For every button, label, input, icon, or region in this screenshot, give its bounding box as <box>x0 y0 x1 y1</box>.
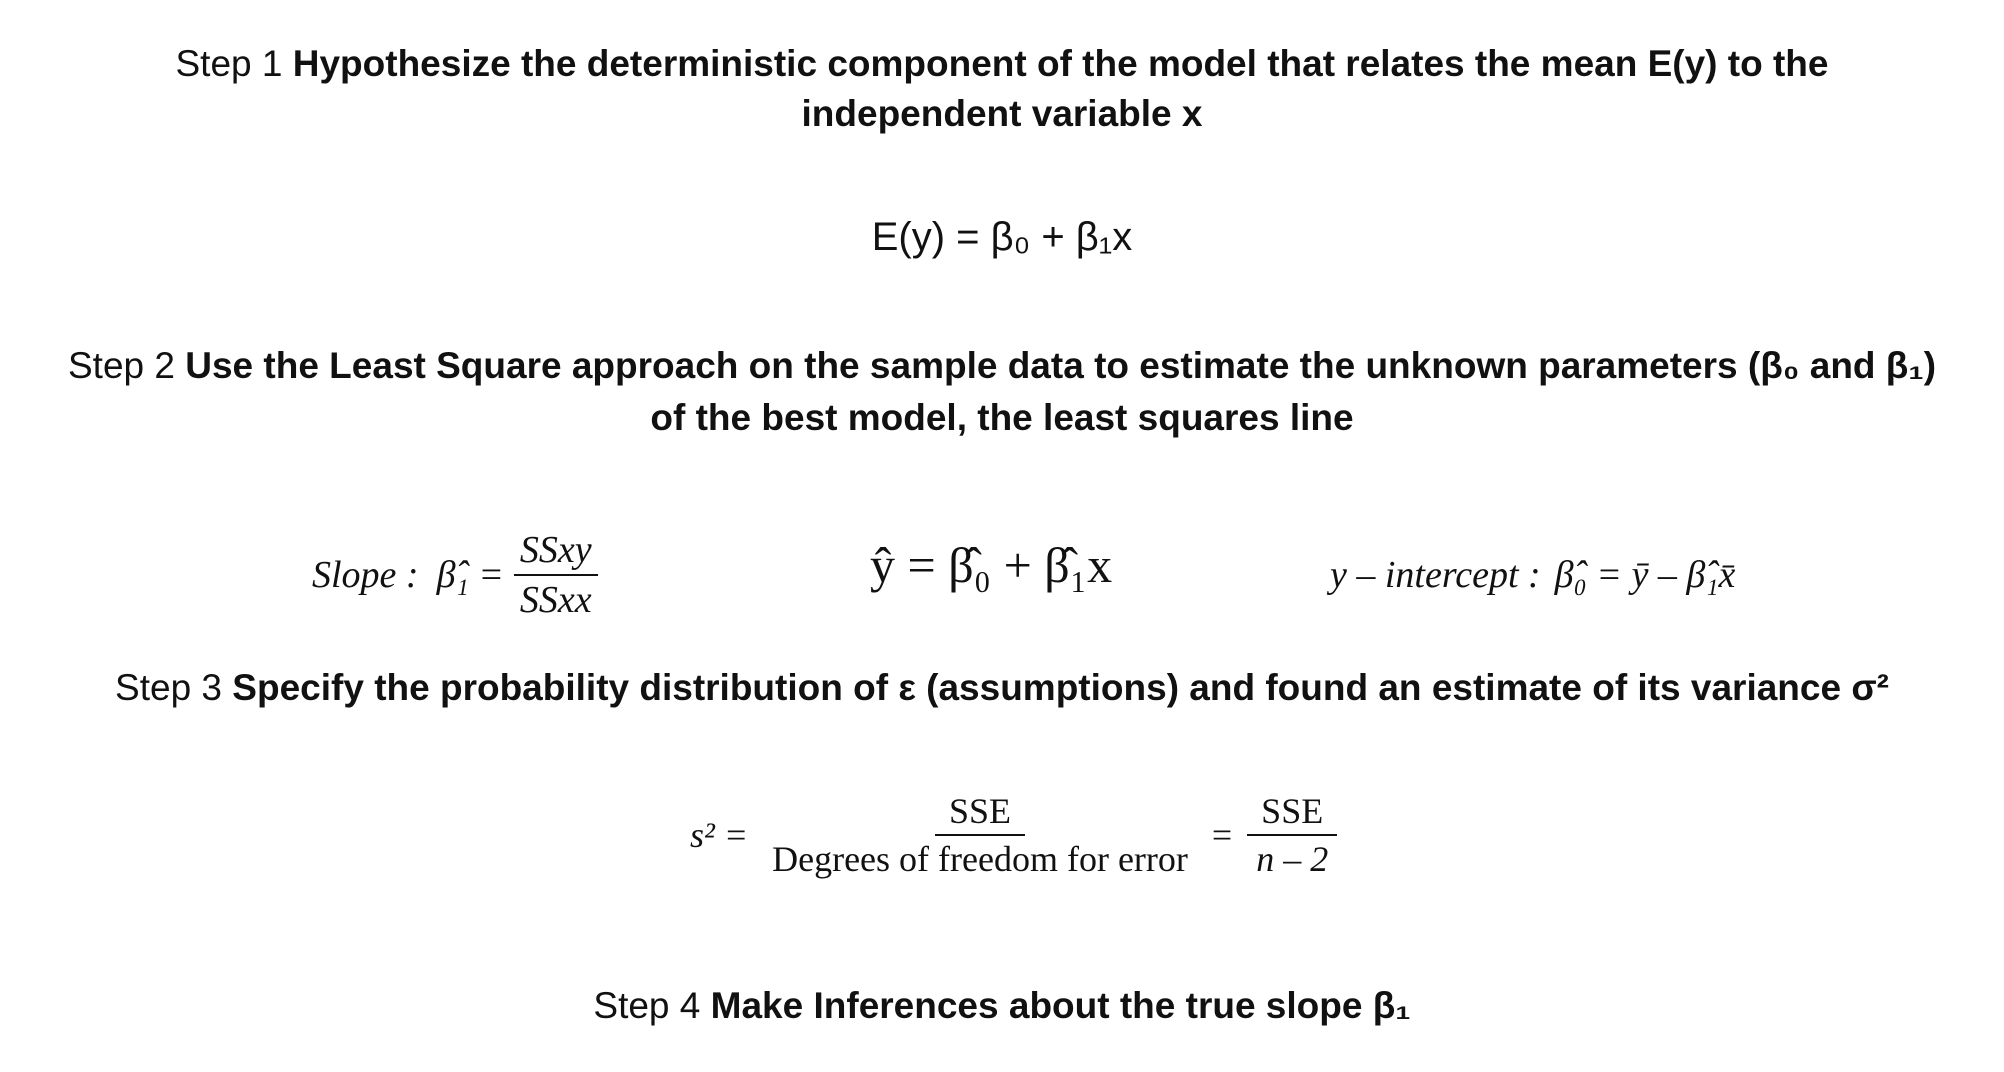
variance-denominator-2: n – 2 <box>1256 839 1329 879</box>
intercept-equation: β̂₀ = ȳ – β̂₁x̄ <box>1554 554 1736 596</box>
slope-denominator: SSxx <box>519 579 592 621</box>
variance-lhs: s² = <box>690 815 749 855</box>
step-1-heading <box>0 38 2004 90</box>
step-3-number: Step 3 <box>115 667 223 708</box>
variance-formula <box>690 790 1342 880</box>
step-1-heading-line2 <box>0 88 2004 140</box>
variance-fraction-2 <box>1242 790 1342 880</box>
least-squares-formulas <box>0 520 2004 630</box>
model-equation: E(y) = β₀ + β₁x <box>871 215 1133 259</box>
variance-numerator-2: SSE <box>1247 790 1337 836</box>
variance-denominator-1: Degrees of freedom for error <box>772 839 1188 879</box>
step-1-text-line1: Hypothesize the deterministic component of the model that relates the mean E(y) to the <box>292 43 1829 84</box>
regression-line-formula: ŷ = β̂₀ + β̂₁x <box>870 537 1113 593</box>
step-2-number: Step 2 <box>67 345 175 386</box>
slope-fraction <box>514 528 598 622</box>
step-3-heading <box>0 662 2004 714</box>
step-1-number: Step 1 <box>175 43 283 84</box>
slope-formula <box>312 520 598 630</box>
variance-numerator-1: SSE <box>935 790 1025 836</box>
slope-lhs: β̂₁ = <box>436 554 504 596</box>
step-2-heading-line2 <box>0 392 2004 444</box>
step-4-heading <box>0 980 2004 1032</box>
step-2-text-line1: Use the Least Square approach on the sample data to estimate the unknown parameters (β₀ and β₁) <box>185 345 1937 386</box>
slope-label: Slope : <box>312 554 419 596</box>
step-1-text-line2: independent variable x <box>801 93 1203 134</box>
variance-equals: = <box>1211 815 1233 855</box>
step-2-heading <box>0 340 2004 392</box>
step-3-text: Specify the probability distribution of ε (assumptions) and found an estimate of its variance σ² <box>232 667 1889 708</box>
intercept-formula <box>1330 520 1735 630</box>
step-2-text-line2: of the best model, the least squares line <box>650 397 1354 438</box>
step-4-text: Make Inferences about the true slope β₁ <box>710 985 1411 1026</box>
variance-fraction-1 <box>758 790 1202 880</box>
slope-numerator: SSxy <box>514 528 598 576</box>
intercept-label: y – intercept : <box>1330 554 1541 596</box>
step-4-number: Step 4 <box>593 985 701 1026</box>
